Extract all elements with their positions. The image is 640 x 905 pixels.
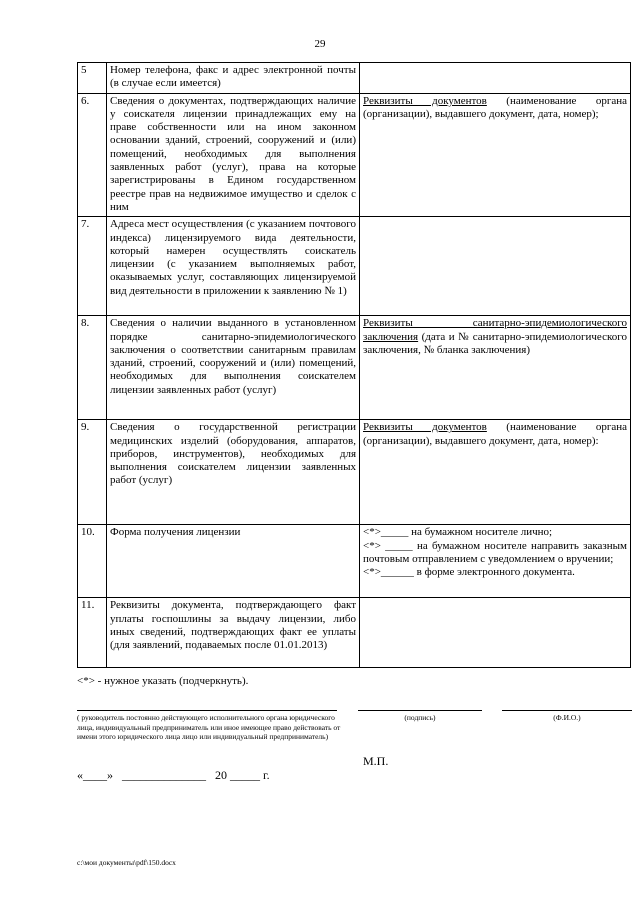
official-caption: ( руководитель постоянно действующего исполнительного органа юридического лица, индивидуальный предприниматель или иное имеющее право действовать от имени этого юридического лица лицо или индивидуальный предприниматель) xyxy=(77,713,341,741)
row-number: 5 xyxy=(78,63,107,94)
row-label: Сведения о наличии выданного в установленном порядке санитарно-эпидемиологического заключения о соответствии санитарным правилам зданий, строений, сооружений и (или) помещений, необходимых для выполнения соискателем лицензии заявленных работ (услуг) xyxy=(107,316,360,420)
table-row xyxy=(78,63,631,94)
row-value xyxy=(360,217,631,316)
row-label: Реквизиты документа, подтверждающего факт уплаты госпошлины за выдачу лицензии, либо иных сведений, подтверждающих факт ее уплаты (для заявлений, подаваемых после 01.01.2013) xyxy=(107,598,360,668)
row-label: Номер телефона, факс и адрес электронной почты (в случае если имеется) xyxy=(107,63,360,94)
row-value xyxy=(360,598,631,668)
requisites-description: (дата и № санитарно-эпидемиологического заключения, № бланка заключения) xyxy=(363,330,627,356)
table-row xyxy=(78,420,631,525)
table-row xyxy=(78,316,631,420)
footnote: <*> - нужное указать (подчеркнуть). xyxy=(77,675,249,687)
row-value xyxy=(360,93,631,217)
signature-line xyxy=(358,710,482,711)
row-value xyxy=(360,420,631,525)
row-number: 6. xyxy=(78,93,107,217)
row-label: Сведения о документах, подтверждающих наличие у соискателя лицензии принадлежащих ему на праве собственности или на ином законном основании зданий, строений, сооружений и (или) помещений, необходимых для выполнения заявленных работ (услуг), права на которые зарегистрированы в Едином государственном реестре прав на недвижимое имущество и сделок с ним xyxy=(107,93,360,217)
table-row xyxy=(78,525,631,598)
stamp-place: М.П. xyxy=(363,754,389,768)
signature-caption: (подпись) xyxy=(404,713,436,722)
application-table xyxy=(77,62,631,668)
row-number: 11. xyxy=(78,598,107,668)
full-name-caption: (Ф.И.О.) xyxy=(553,713,581,722)
date-line: «____» ______________ 20 _____ г. xyxy=(77,768,270,782)
row-label: Сведения о государственной регистрации медицинских изделий (оборудования, аппаратов, приборов, инструментов), необходимых для выполнения соискателем лицензии заявленных работ (услуг) xyxy=(107,420,360,525)
table-row xyxy=(78,217,631,316)
requisites-description: (наименование органа (организации), выдавшего документ, дата, номер); xyxy=(363,94,627,120)
table-row xyxy=(78,93,631,217)
requisites-description: (наименование органа (организации), выдавшего документ, дата, номер): xyxy=(363,421,627,447)
row-number: 8. xyxy=(78,316,107,420)
page-number: 29 xyxy=(314,38,326,50)
requisites-underlined: Реквизиты документов xyxy=(363,94,487,107)
row-label: Форма получения лицензии xyxy=(107,525,360,598)
requisites-underlined: Реквизиты санитарно-эпидемиологического заключения xyxy=(363,317,627,343)
full-name-line xyxy=(502,710,632,711)
row-number: 9. xyxy=(78,420,107,525)
table-row xyxy=(78,598,631,668)
delivery-option-in-person: <*>_____ на бумажном носителе лично; xyxy=(363,526,553,539)
delivery-option-mail: <*> _____ на бумажном носителе направить заказным почтовым отправлением с уведомлением о вручении; xyxy=(363,539,627,565)
row-value xyxy=(360,316,631,420)
official-signature-line xyxy=(77,710,337,711)
file-path: c:\мои документы\pdf\150.docx xyxy=(77,858,176,867)
row-value xyxy=(360,63,631,94)
row-value xyxy=(360,525,631,598)
requisites-underlined: Реквизиты документов xyxy=(363,421,487,434)
delivery-option-electronic: <*>______ в форме электронного документа. xyxy=(363,566,575,579)
row-number: 7. xyxy=(78,217,107,316)
row-label: Адреса мест осуществления (с указанием почтового индекса) лицензируемого вида деятельности, который намерен осуществлять соискатель лицензии (с указанием выполняемых работ, оказываемых услуг, составляющих лицензируемой вид деятельности в приложении к заявлению № 1) xyxy=(107,217,360,316)
row-number: 10. xyxy=(78,525,107,598)
